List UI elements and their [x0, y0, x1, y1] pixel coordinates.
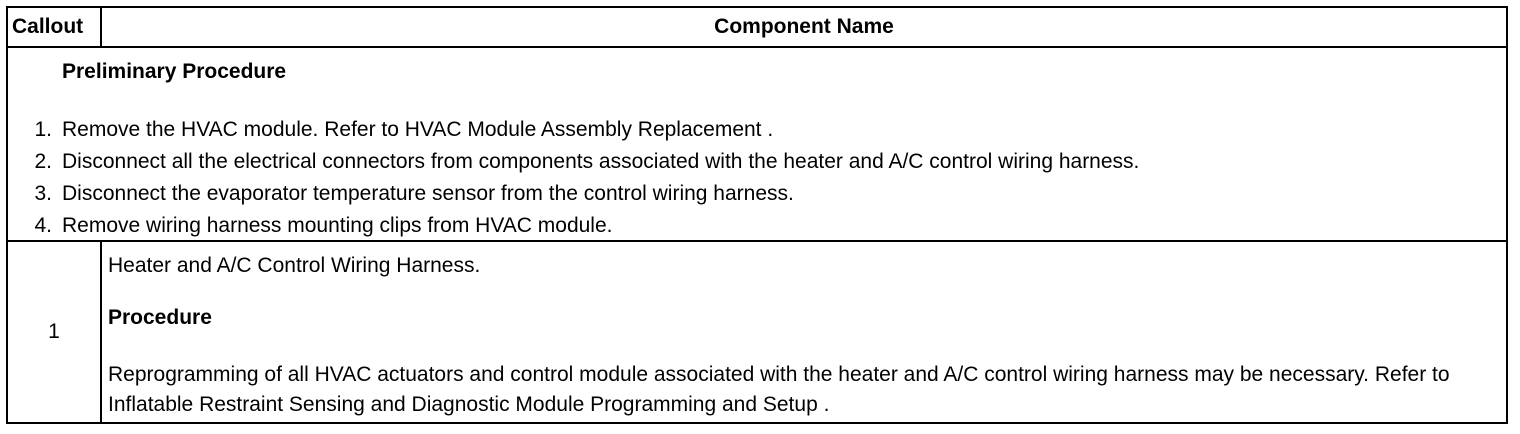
list-item — [8, 146, 1139, 178]
step-number: 3. — [34, 182, 52, 205]
table-row — [7, 241, 1507, 423]
step-number: 4. — [34, 214, 52, 237]
component-name-column-header: Component Name — [101, 7, 1507, 47]
list-item — [8, 114, 1139, 146]
step-number: 2. — [34, 150, 52, 173]
callout-column-header: Callout — [7, 7, 101, 47]
procedure-text: Reprogramming of all HVAC actuators and control module associated with the heater and A/C control wiring harness may be necessary. Refer to Inflatable Restraint Sensing and Diagnostic Module Programming and Setup . — [108, 363, 1450, 416]
preliminary-procedure-row — [7, 47, 1507, 241]
list-item — [8, 210, 1139, 242]
list-item — [8, 178, 1139, 210]
component-name: Heater and A/C Control Wiring Harness. — [108, 254, 481, 277]
table-header-row — [7, 7, 1507, 47]
preliminary-procedure-cell — [7, 47, 1507, 241]
step-number: 1. — [34, 118, 52, 141]
procedure-title: Procedure — [108, 306, 212, 329]
step-text: Disconnect all the electrical connectors from components associated with the heater and A/C control wiring harness. — [62, 150, 1140, 173]
preliminary-steps-list — [8, 114, 1139, 242]
component-cell — [101, 241, 1507, 423]
step-text: Remove the HVAC module. Refer to HVAC Module Assembly Replacement . — [62, 118, 774, 141]
procedure-table-container — [6, 6, 1506, 424]
callout-cell: 1 — [7, 241, 101, 423]
step-text: Disconnect the evaporator temperature sensor from the control wiring harness. — [62, 182, 794, 205]
procedure-table — [6, 6, 1508, 424]
preliminary-procedure-title: Preliminary Procedure — [62, 60, 287, 83]
step-text: Remove wiring harness mounting clips from HVAC module. — [62, 214, 613, 237]
